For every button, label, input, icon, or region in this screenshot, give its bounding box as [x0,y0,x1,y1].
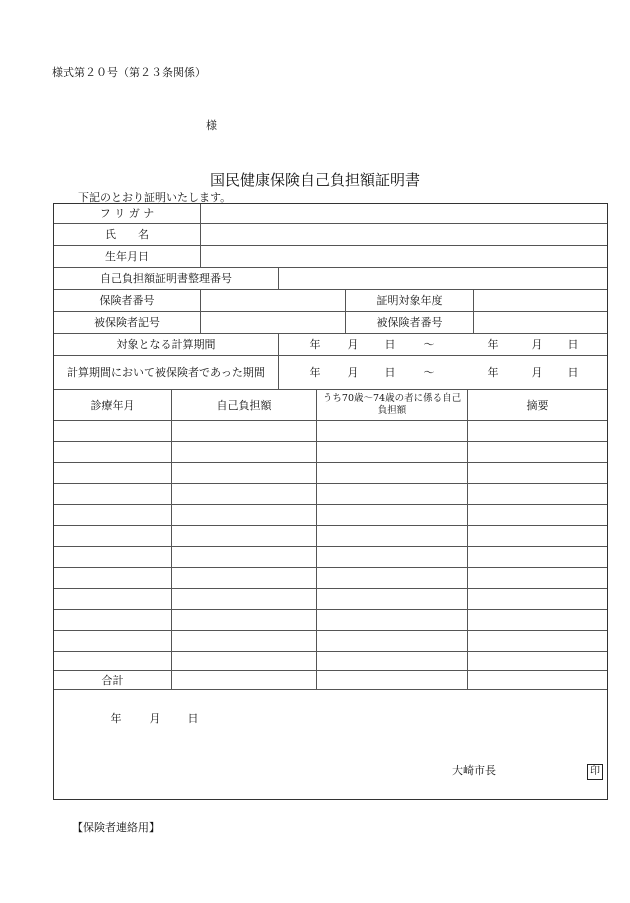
furigana-label: フ リ ガ ナ [99,207,155,220]
insured-tilde: ～ [423,366,435,379]
insured-end-year: 年 [487,366,499,379]
header-self-pay-70-74: うち70歳～74歳の者に係る自己負担額 [322,393,462,416]
intro-text: 下記のとおり証明いたします。 [78,191,232,204]
row-line [54,651,607,652]
calc-period-label: 対象となる計算期間 [116,338,216,351]
insured-number-field[interactable] [474,312,607,333]
row-line [54,567,607,568]
insured-start-day: 日 [384,366,396,379]
issue-year: 年 [110,711,122,725]
period-tilde: ～ [423,338,435,351]
insurer-number-label: 保険者番号 [99,294,155,307]
issue-month: 月 [149,711,161,725]
header-treatment-month: 診療年月 [90,398,135,412]
furigana-field[interactable] [201,204,607,223]
row-line [54,462,607,463]
insured-period-label: 計算期間において被保険者であった期間 [67,365,265,379]
col-line [278,333,279,389]
target-year-field[interactable] [474,290,607,311]
row-line [54,441,607,442]
certificate-form [53,203,608,800]
row-line [54,588,607,589]
name-field[interactable] [201,224,607,245]
cert-number-label: 自己負担額証明書整理番号 [100,272,232,285]
row-line [54,689,607,690]
period-start-month: 月 [347,338,359,351]
cert-number-field[interactable] [279,268,607,289]
header-self-pay: 自己負担額 [216,398,272,412]
header-remarks: 摘要 [526,398,549,412]
period-end-day: 日 [567,338,579,351]
insured-end-day: 日 [567,366,579,379]
row-line [54,546,607,547]
row-line [54,609,607,610]
insured-end-month: 月 [531,366,543,379]
col-line [171,389,172,689]
name-label: 氏 名 [105,228,149,241]
issue-day: 日 [187,711,199,725]
insured-symbol-label: 被保険者記号 [94,316,160,329]
document-title: 国民健康保険自己負担額証明書 [209,171,420,189]
row-line [54,483,607,484]
birthdate-label: 生年月日 [105,250,149,263]
target-year-label: 証明対象年度 [376,294,443,307]
row-line [54,420,607,421]
period-end-month: 月 [531,338,543,351]
col-line [316,389,317,689]
footer-label: 【保険者連絡用】 [72,821,160,834]
insured-number-label: 被保険者番号 [376,316,443,329]
row-line [54,630,607,631]
insured-start-year: 年 [309,366,321,379]
row-line [54,525,607,526]
insured-start-month: 月 [347,366,359,379]
insurer-number-field[interactable] [201,290,345,311]
issuer-name: 大崎市長 [452,763,496,777]
col-line [467,389,468,689]
insured-symbol-field[interactable] [201,312,345,333]
form-number: 様式第２０号（第２３条関係） [52,66,206,79]
row-line [54,504,607,505]
period-start-year: 年 [309,338,321,351]
birthdate-field[interactable] [201,246,607,267]
period-end-year: 年 [487,338,499,351]
addressee-suffix: 様 [206,119,217,132]
period-start-day: 日 [384,338,396,351]
total-label: 合計 [101,673,124,687]
seal-stamp: 印 [587,764,603,780]
